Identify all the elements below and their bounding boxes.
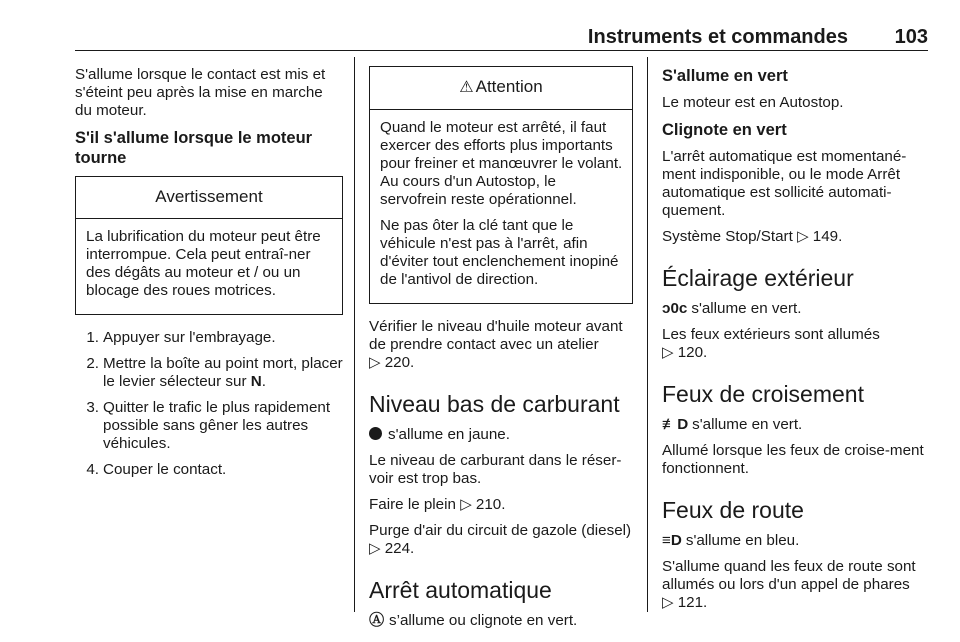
attention-box [369,66,633,304]
attention-para-1: Quand le moteur est arrêté, il faut exercer des efforts plus importants pour freiner et manœuvrer le volant. Au cours d'un Autostop, le servofrein reste opérationnel. [380,119,623,208]
list-item: 3. Quitter le trafic le plus rapidement possible sans gêner les autres véhicules. [86,399,331,452]
fuel-desc: Le niveau de carburant dans le réser-voir est trop bas. [369,452,622,487]
fuel-refill: Faire le plein ▷ 210. [369,496,506,513]
oil-check-text: Vérifier le niveau d'huile moteur avant de prendre contact avec un atelier ▷ 220. [369,318,623,371]
steps-list [75,329,343,479]
low-beam-icon: ≢D [662,416,689,433]
intro-text: S'allume lorsque le contact est mis et s'éteint peu après la mise en marche du moteur. [75,66,326,119]
page-number: 103 [894,26,928,48]
subheading-engine-running: S'il s'allume lorsque le moteur tourne [75,129,313,167]
exterior-heading: Éclairage extérieur [662,265,854,291]
green-flash-heading: Clignote en vert [662,121,787,139]
exterior-light-icon: ᴐ0ᴄ [662,300,688,317]
arrow-ref-icon: ▷ [797,228,809,245]
low-beam-heading: Feux de croisement [662,381,864,407]
high-beam-status: ≡D s'allume en bleu. [662,532,800,549]
warning-text: La lubrification du moteur peut être interrompue. Cela peut entraî-ner des dégâts au moteur et / ou un blocage des roues motrices. [86,228,321,299]
arrow-ref-icon: ▷ [369,354,381,371]
green-on-heading: S'allume en vert [662,67,788,85]
low-beam-status: ≢D s'allume en vert. [662,416,803,433]
exterior-desc: Les feux extérieurs sont allumés ▷ 120. [662,326,880,361]
warning-triangle-icon: ⚠ [459,79,474,96]
fuel-indicator-icon [369,427,382,440]
arrow-ref-icon: ▷ [460,496,472,513]
warning-box [75,176,343,315]
attention-para-2: Ne pas ôter la clé tant que le véhicule n'est pas à l'arrêt, afin d'éviter tout enclenchement inopiné de l'antivol de direction. [380,217,619,288]
high-beam-icon: ≡D [662,532,682,549]
attention-title-row [370,67,632,110]
arrow-ref-icon: ▷ [369,540,381,557]
autostop-status: Ⓐ s’allume ou clignote en vert. [369,612,578,629]
running-title: Instruments et commandes [587,26,848,48]
fuel-purge: Purge d'air du circuit de gazole (diesel) ▷ 224. [369,522,632,557]
column-3 [662,66,932,620]
green-on-text: Le moteur est en Autostop. [662,94,844,111]
list-item: 1. Appuyer sur l'embrayage. [86,329,276,346]
fuel-heading: Niveau bas de carburant [369,391,620,417]
autostop-icon: Ⓐ [369,612,385,629]
list-item: 4. Couper le contact. [86,461,227,478]
arrow-ref-icon: ▷ [662,344,674,361]
column-1 [75,66,343,487]
high-beam-heading: Feux de route [662,497,804,523]
autostop-heading: Arrêt automatique [369,577,552,603]
exterior-status: ᴐ0ᴄ s'allume en vert. [662,300,802,317]
column-divider-1 [354,57,355,612]
arrow-ref-icon: ▷ [662,594,674,611]
warning-title: Avertissement [76,177,342,219]
attention-title: Attention [475,77,543,96]
column-divider-2 [647,57,648,612]
header-rule [75,50,928,51]
high-beam-desc: S'allume quand les feux de route sont allumés ou lors d'un appel de phares ▷ 121. [662,558,916,611]
page-header [75,26,928,50]
column-2 [369,66,633,638]
list-item: 2. Mettre la boîte au point mort, placer le levier sélecteur sur N. [86,355,343,390]
fuel-status: s'allume en jaune. [369,426,633,444]
green-flash-text: L'arrêt automatique est momentané-ment indisponible, ou le mode Arrêt automatique est sollicité automati-quement. [662,148,907,219]
low-beam-desc: Allumé lorsque les feux de croise-ment fonctionnent. [662,442,924,477]
stop-start-ref: Système Stop/Start ▷ 149. [662,228,843,245]
